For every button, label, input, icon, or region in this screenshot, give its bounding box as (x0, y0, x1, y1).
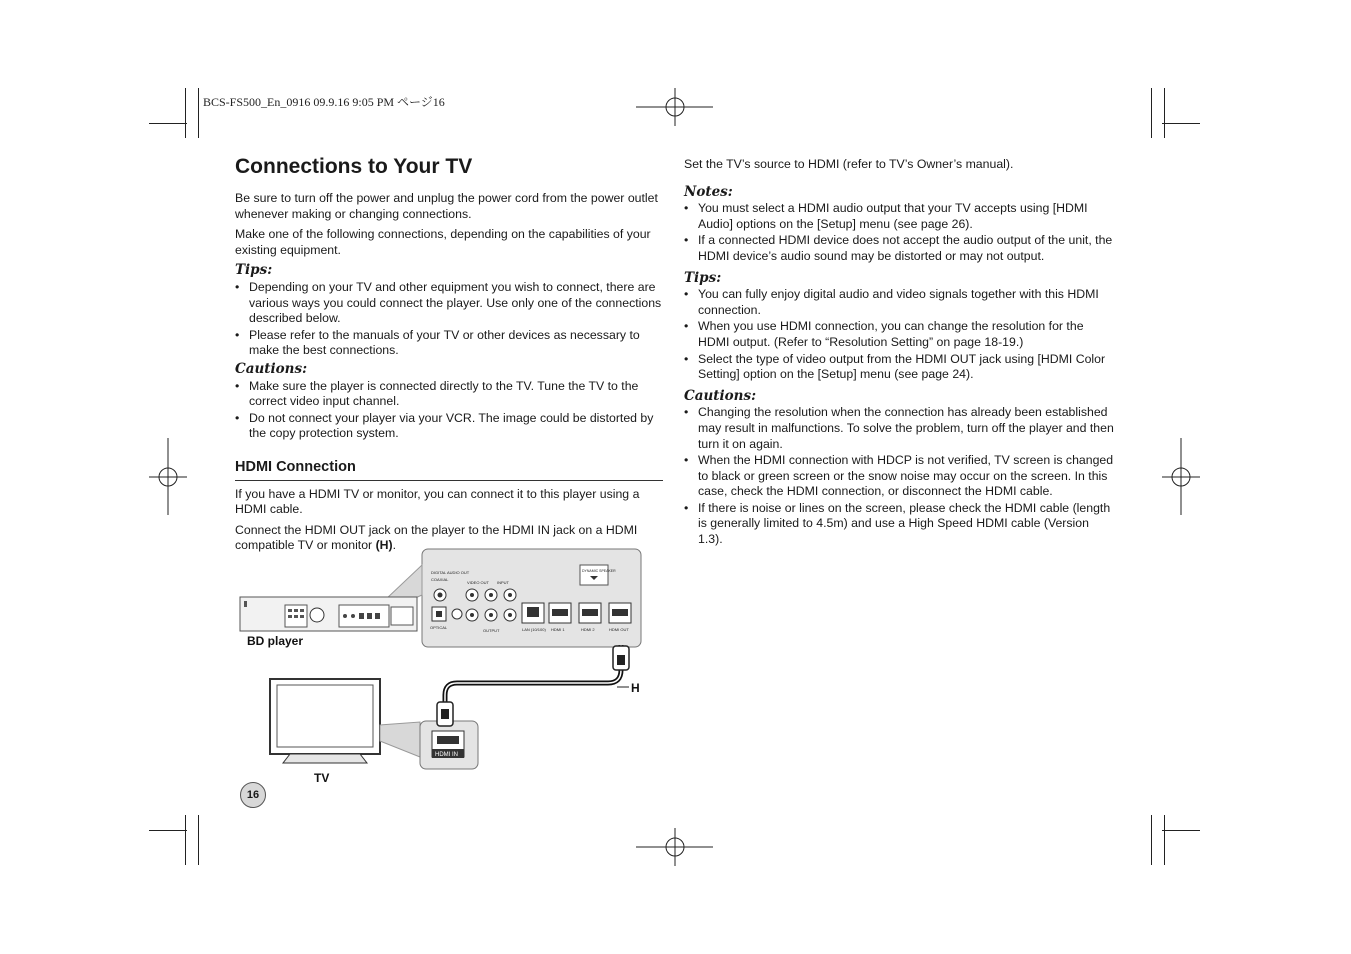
right-column (684, 157, 1116, 551)
hdmi-cable (445, 645, 621, 705)
input-label: INPUT (497, 580, 509, 585)
rear-panel-zoom (422, 549, 641, 647)
hdmi-2-label: HDMI 2 (581, 627, 595, 632)
video-out-label: VIDEO OUT (467, 580, 490, 585)
cable-letter: H (631, 681, 640, 695)
intro-paragraph: Be sure to turn off the power and unplug the power cord from the power outlet whenever making or changing connections. (235, 191, 658, 221)
tips-heading: Tips: (684, 269, 722, 286)
list-item: • When you use HDMI connection, you can change the resolution for the HDMI output. (Refer to “Resolution Setting” on page 18-19.) (684, 319, 1116, 350)
list-item: • Make sure the player is connected directly to the TV. Tune the TV to the correct video input channel. (235, 379, 663, 410)
list-item: • Changing the resolution when the connection has already been established may result in malfunctions. To solve the problem, turn off the player and then turn it on again. (684, 405, 1116, 452)
speaker-label: DYNAMIC SPEAKER (582, 569, 616, 573)
page-number: 16 (240, 782, 266, 808)
cautions-heading: Cautions: (235, 360, 308, 377)
notes-heading: Notes: (684, 183, 733, 200)
list-item: • Select the type of video output from the HDMI OUT jack using [HDMI Color Setting] option on the [Setup] menu (see page 24). (684, 352, 1116, 383)
cable-ref: (H) (375, 538, 393, 553)
lan-label: LAN (10/100) (522, 627, 546, 632)
coaxial-label: COAXIAL (431, 577, 449, 582)
left-column (235, 191, 663, 559)
hdmi-1-label: HDMI 1 (551, 627, 565, 632)
hdmi-paragraph: If you have a HDMI TV or monitor, you can connect it to this player using a HDMI cable. (235, 486, 640, 517)
cautions-heading: Cautions: (684, 387, 757, 404)
notes-list (684, 201, 1116, 264)
bd-player-body (240, 597, 417, 631)
page-title: Connections to Your TV (235, 155, 473, 178)
source-instruction: Set the TV’s source to HDMI (refer to TV’s Owner’s manual). (684, 157, 1014, 171)
list-item: • When the HDMI connection with HDCP is not verified, TV screen is changed to black or green screen or the snow noise may occur on the screen. In this case, check the HDMI connection, or disconnect the HDMI cable. (684, 453, 1116, 500)
output-label: OUTPUT (483, 628, 500, 633)
hdmi-connection-diagram (235, 545, 645, 790)
speaker-badge (580, 565, 608, 585)
optical-label: OPTICAL (430, 625, 448, 630)
hdmi-out-label: HDMI OUT (609, 627, 629, 632)
hdmi-in-label: HDMI IN (435, 752, 458, 758)
tips-list (684, 287, 1116, 383)
hdmi-paragraph: Connect the HDMI OUT jack on the player to the HDMI IN jack on a HDMI compatible TV or monitor (H). (235, 522, 638, 553)
tips-list (235, 280, 663, 359)
list-item: • You can fully enjoy digital audio and video signals together with this HDMI connection. (684, 287, 1116, 318)
bd-player-label: BD player (247, 634, 304, 648)
intro-paragraph: Make one of the following connections, depending on the capabilities of your existing equipment. (235, 227, 651, 257)
list-item: • Please refer to the manuals of your TV or other devices as necessary to make the best connections. (235, 328, 663, 359)
cautions-list (684, 405, 1116, 547)
list-item: • Depending on your TV and other equipment you wish to connect, there are various ways you could connect the player. Use only one of the connections described below. (235, 280, 663, 327)
list-item: • If there is noise or lines on the screen, please check the HDMI cable (length is generally limited to 4.5m) and use a High Speed HDMI cable (Version 1.3). (684, 501, 1116, 548)
tips-heading: Tips: (235, 262, 273, 279)
tv-label: TV (314, 771, 330, 785)
print-header: BCS-FS500_En_0916 09.9.16 9:05 PM ページ16 (203, 95, 445, 109)
list-item: • You must select a HDMI audio output that your TV accepts using [HDMI Audio] options on the [Setup] menu (see page 26). (684, 201, 1116, 232)
cautions-list (235, 379, 663, 442)
tv-stand (283, 754, 367, 763)
digital-audio-label: DIGITAL AUDIO OUT (431, 570, 470, 575)
list-item: • Do not connect your player via your VCR. The image could be distorted by the copy protection system. (235, 411, 663, 442)
list-item: • If a connected HDMI device does not accept the audio output of the unit, the HDMI device’s audio sound may be distorted or may not output. (684, 233, 1116, 264)
hdmi-connection-heading: HDMI Connection (235, 460, 663, 481)
